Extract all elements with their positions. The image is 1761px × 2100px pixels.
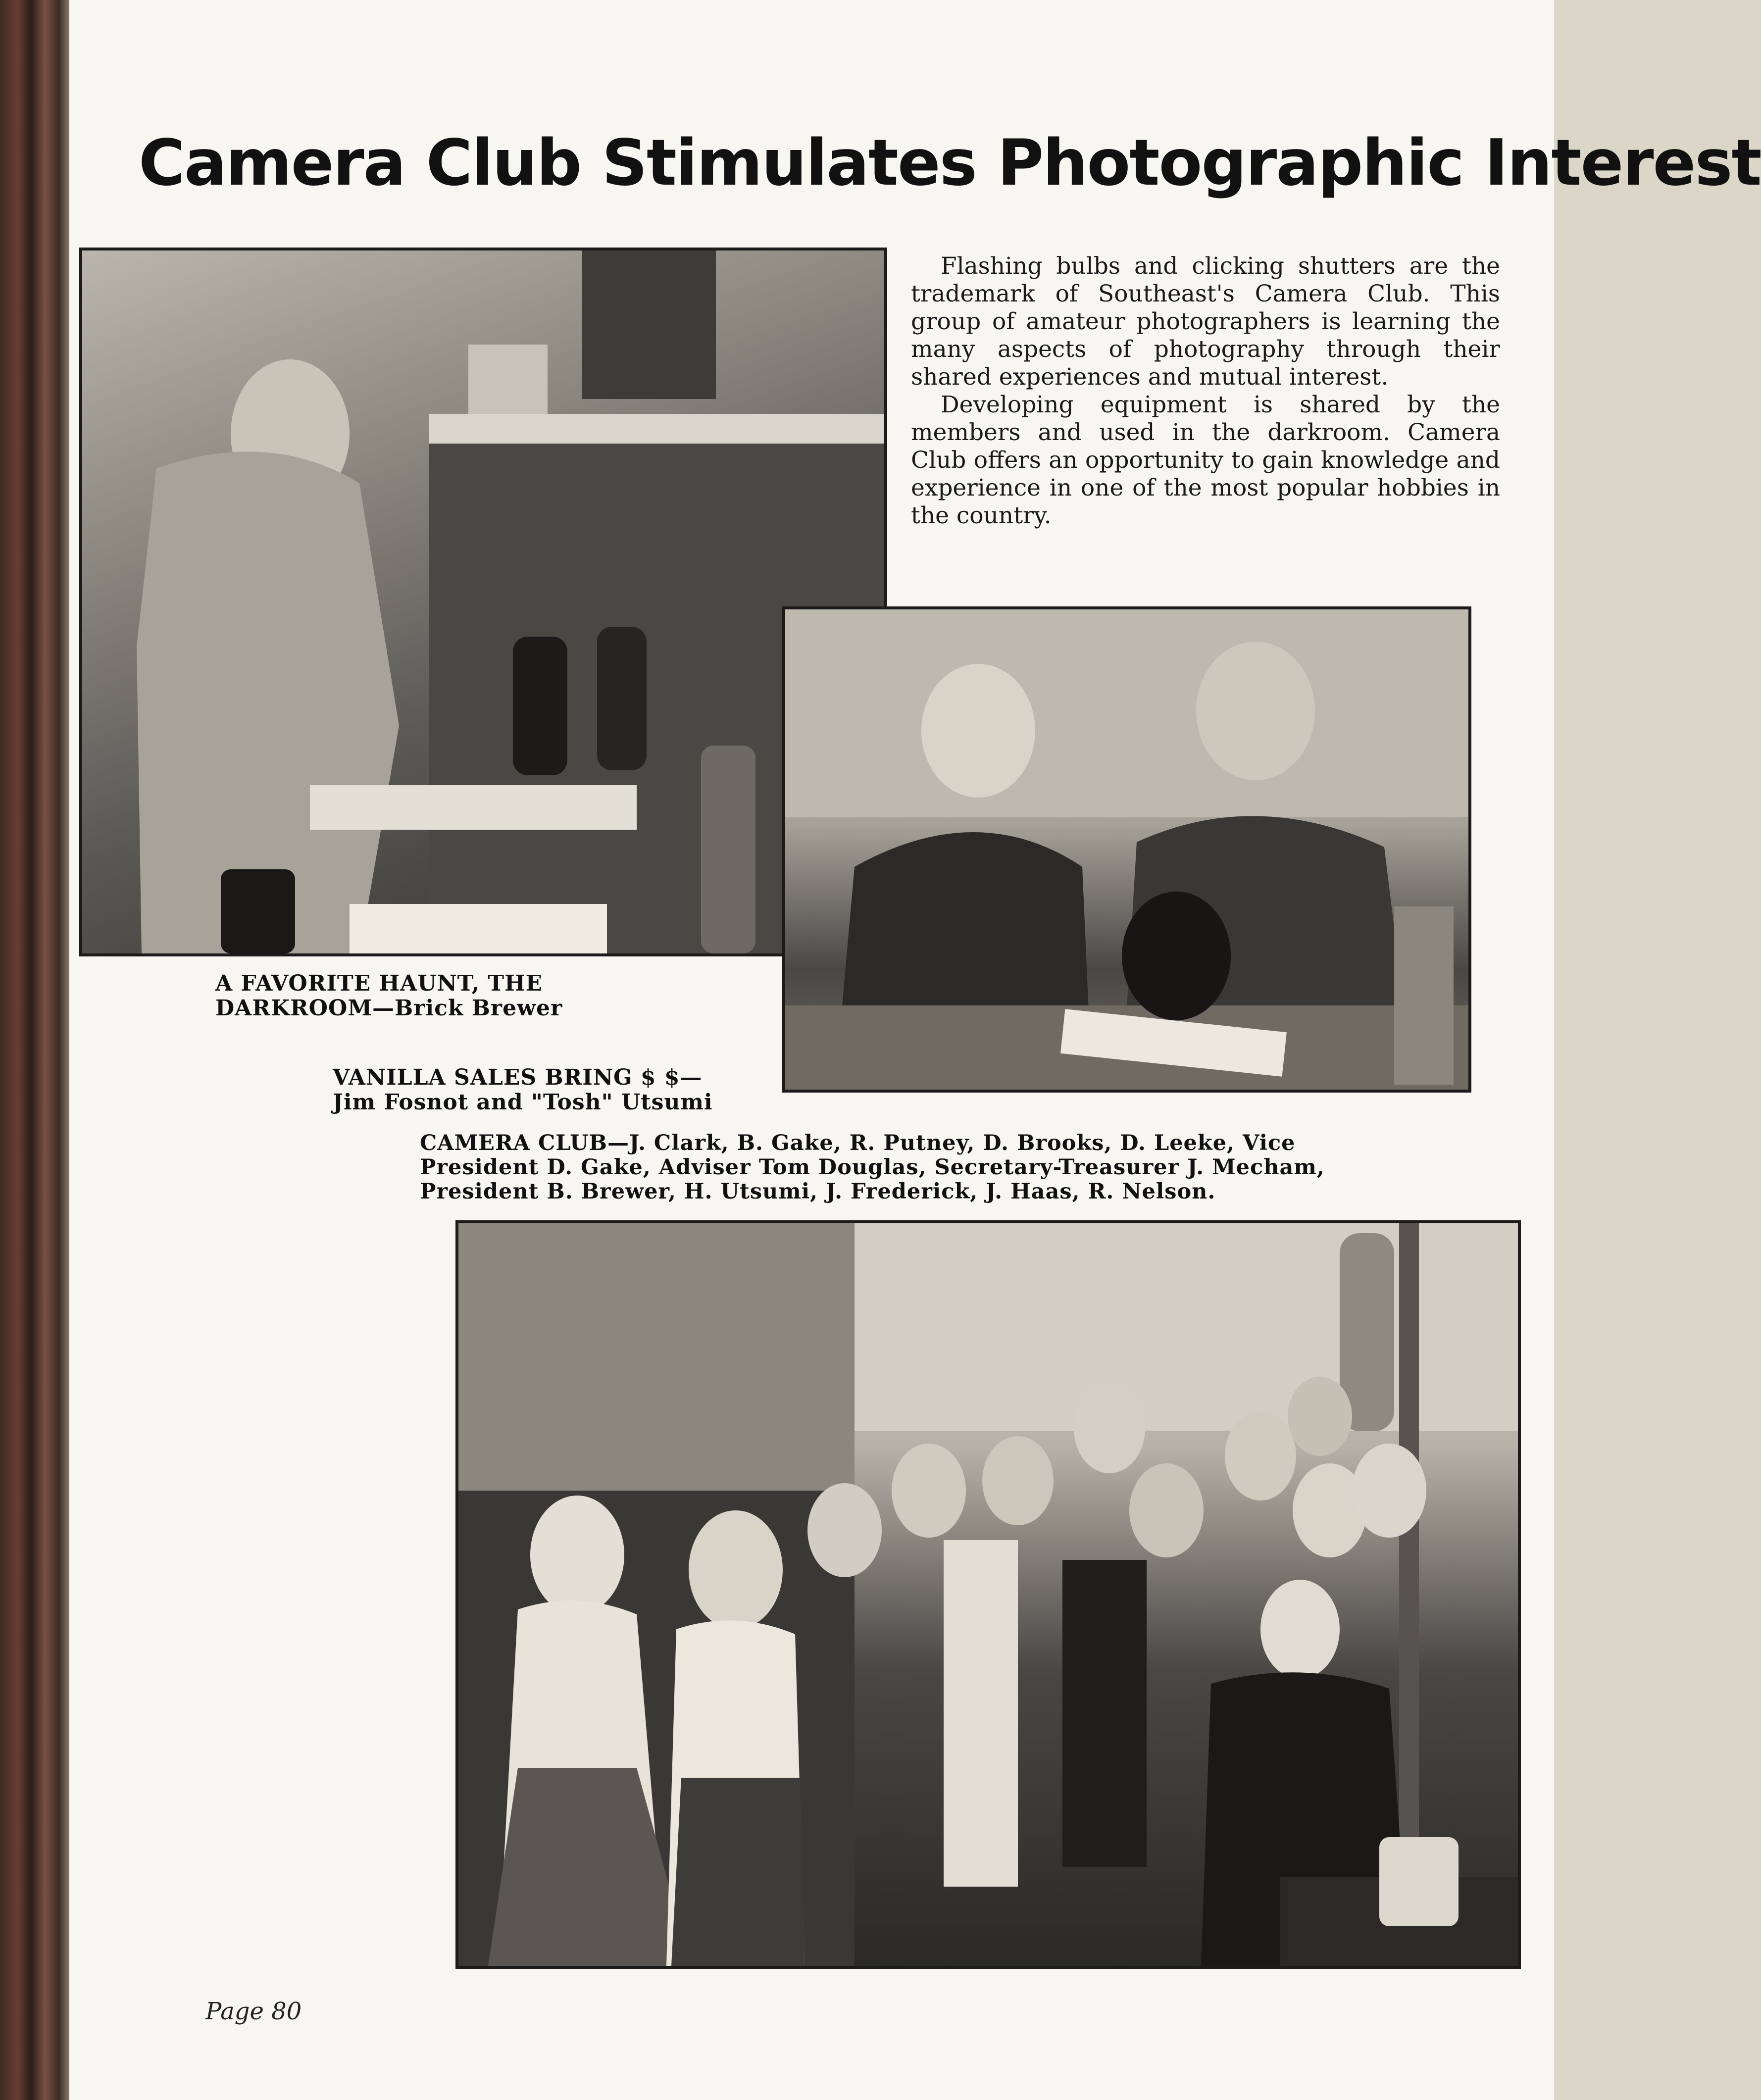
club-caption-line-2: President D. Gake, Adviser Tom Douglas, Secretary-Treasurer J. Mecham,	[420, 1155, 1325, 1180]
darkroom-caption	[215, 971, 661, 1021]
club-caption-line-1: CAMERA CLUB—J. Clark, B. Gake, R. Putney, D. Brooks, D. Leeke, Vice	[420, 1131, 1296, 1155]
intro-paragraph-2: Developing equipment is shared by the members and used in the darkroom. Camera Club offers an opportunity to gain knowledge and experience in one of the most popular hobbies in the country.	[911, 391, 1500, 529]
darkroom-caption-line-2: DARKROOM—Brick Brewer	[215, 996, 563, 1021]
book-spine	[0, 0, 69, 2100]
intro-text	[911, 252, 1500, 530]
darkroom-photo	[79, 248, 887, 956]
camera-club-caption	[420, 1131, 1484, 1204]
vanilla-caption-line-1: VANILLA SALES BRING $ $—	[333, 1065, 703, 1090]
vanilla-sales-photo	[782, 606, 1471, 1093]
vanilla-sales-caption	[333, 1065, 778, 1115]
page-headline: Camera Club Stimulates Photographic Interest	[139, 126, 1761, 200]
club-caption-line-3: President B. Brewer, H. Utsumi, J. Frederick, J. Haas, R. Nelson.	[420, 1179, 1216, 1204]
page-number: Page 80	[205, 1998, 302, 2025]
vanilla-caption-line-2: Jim Fosnot and "Tosh" Utsumi	[333, 1090, 713, 1115]
intro-paragraph-1: Flashing bulbs and clicking shutters are the trademark of Southeast's Camera Club. This group of amateur photographers is learning the many aspects of photography through their shared experiences and mutual interest.	[911, 252, 1500, 391]
darkroom-caption-line-1: A FAVORITE HAUNT, THE	[215, 971, 543, 996]
camera-club-group-photo	[455, 1220, 1521, 1969]
